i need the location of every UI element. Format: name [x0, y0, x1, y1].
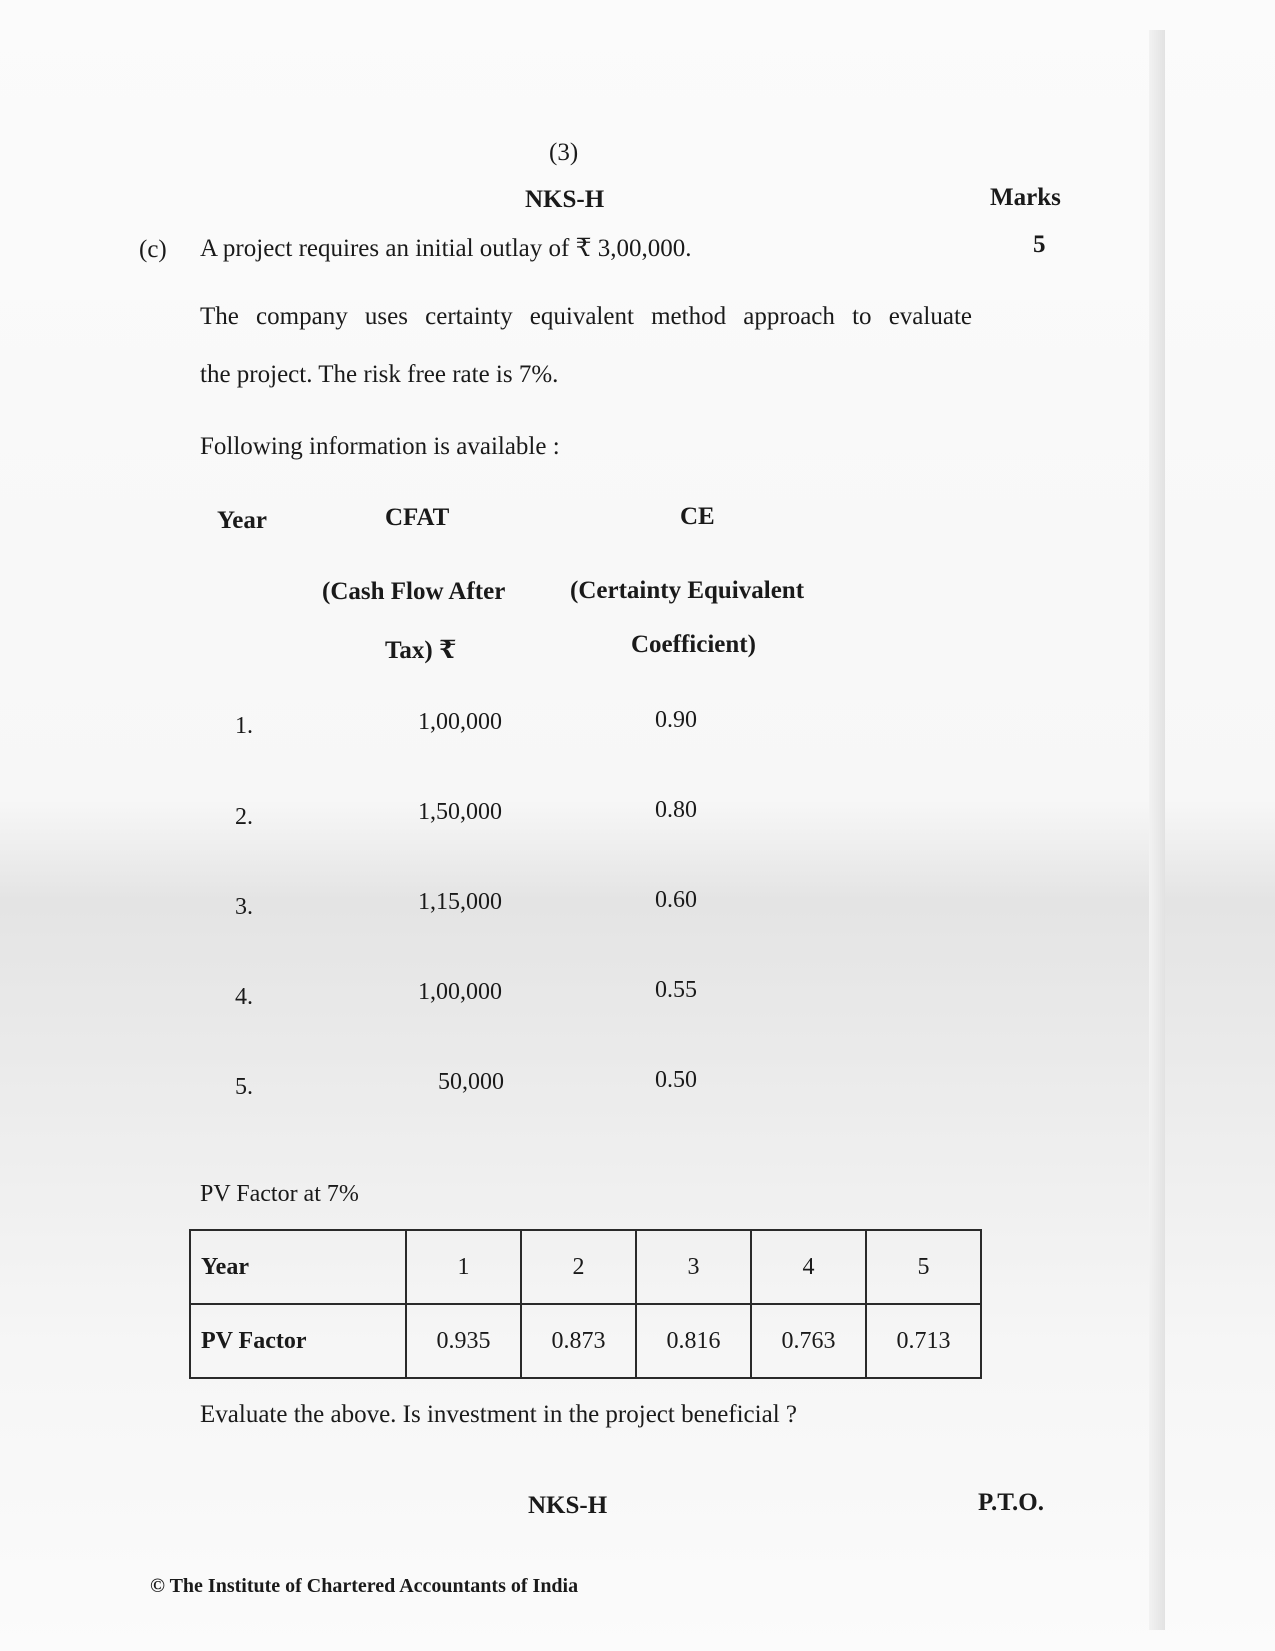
- cf-row-year: 2.: [235, 804, 253, 830]
- col-cfat-header: CFAT: [385, 504, 450, 531]
- pv-year-cell: 1: [406, 1230, 521, 1304]
- pv-title: PV Factor at 7%: [200, 1181, 359, 1207]
- cf-row-year: 3.: [235, 894, 253, 920]
- marks-label: Marks: [990, 184, 1061, 211]
- pv-factor-cell: 0.873: [521, 1304, 636, 1378]
- ce-subheader-2: Coefficient): [631, 631, 756, 658]
- info-line: Following information is available :: [200, 433, 560, 460]
- question-line-1: A project requires an initial outlay of ₹ 3,00,000.: [200, 235, 692, 262]
- cf-row-cfat: 1,15,000: [418, 889, 502, 915]
- pv-factor-cell: 0.763: [751, 1304, 866, 1378]
- cf-row-cfat: 50,000: [438, 1069, 504, 1095]
- question-para-line-2: the project. The risk free rate is 7%.: [200, 361, 559, 388]
- cf-row-cfat: 1,00,000: [418, 709, 502, 735]
- pv-row-label: PV Factor: [190, 1304, 406, 1378]
- pv-factor-table: [189, 1229, 982, 1379]
- pv-factor-cell: 0.816: [636, 1304, 751, 1378]
- table-row: [190, 1304, 981, 1378]
- cf-row-ce: 0.60: [655, 887, 697, 913]
- cf-row-year: 1.: [235, 713, 253, 739]
- pv-year-cell: 2: [521, 1230, 636, 1304]
- pv-year-cell: 4: [751, 1230, 866, 1304]
- ce-subheader-1: (Certainty Equivalent: [570, 577, 805, 604]
- cfat-subheader-2: Tax) ₹: [385, 637, 457, 664]
- col-ce-header: CE: [680, 503, 715, 530]
- paper-code: NKS-H: [525, 186, 605, 213]
- pv-factor-cell: 0.935: [406, 1304, 521, 1378]
- cf-row-year: 5.: [235, 1074, 253, 1100]
- pto-label: P.T.O.: [978, 1489, 1044, 1516]
- cf-row-year: 4.: [235, 984, 253, 1010]
- pv-year-cell: 3: [636, 1230, 751, 1304]
- marks-value: 5: [1033, 231, 1046, 258]
- copyright-notice: © The Institute of Chartered Accountants of India: [150, 1575, 579, 1597]
- cf-row-ce: 0.90: [655, 707, 697, 733]
- table-row: [190, 1230, 981, 1304]
- page-edge-shadow: [1149, 30, 1165, 1630]
- closing-question: Evaluate the above. Is investment in the project beneficial ?: [200, 1401, 797, 1428]
- pv-factor-cell: 0.713: [866, 1304, 981, 1378]
- cf-row-cfat: 1,50,000: [418, 799, 502, 825]
- page-number: (3): [549, 139, 579, 166]
- cf-row-ce: 0.55: [655, 977, 697, 1003]
- col-year-header: Year: [217, 507, 267, 534]
- pv-row-label: Year: [190, 1230, 406, 1304]
- cf-row-cfat: 1,00,000: [418, 979, 502, 1005]
- footer-paper-code: NKS-H: [528, 1492, 608, 1519]
- cf-row-ce: 0.50: [655, 1067, 697, 1093]
- question-para-line-1: The company uses certainty equivalent method approach to evaluate: [200, 303, 972, 330]
- cfat-subheader-1: (Cash Flow After: [322, 578, 506, 605]
- question-label: (c): [139, 236, 167, 263]
- cf-row-ce: 0.80: [655, 797, 697, 823]
- pv-year-cell: 5: [866, 1230, 981, 1304]
